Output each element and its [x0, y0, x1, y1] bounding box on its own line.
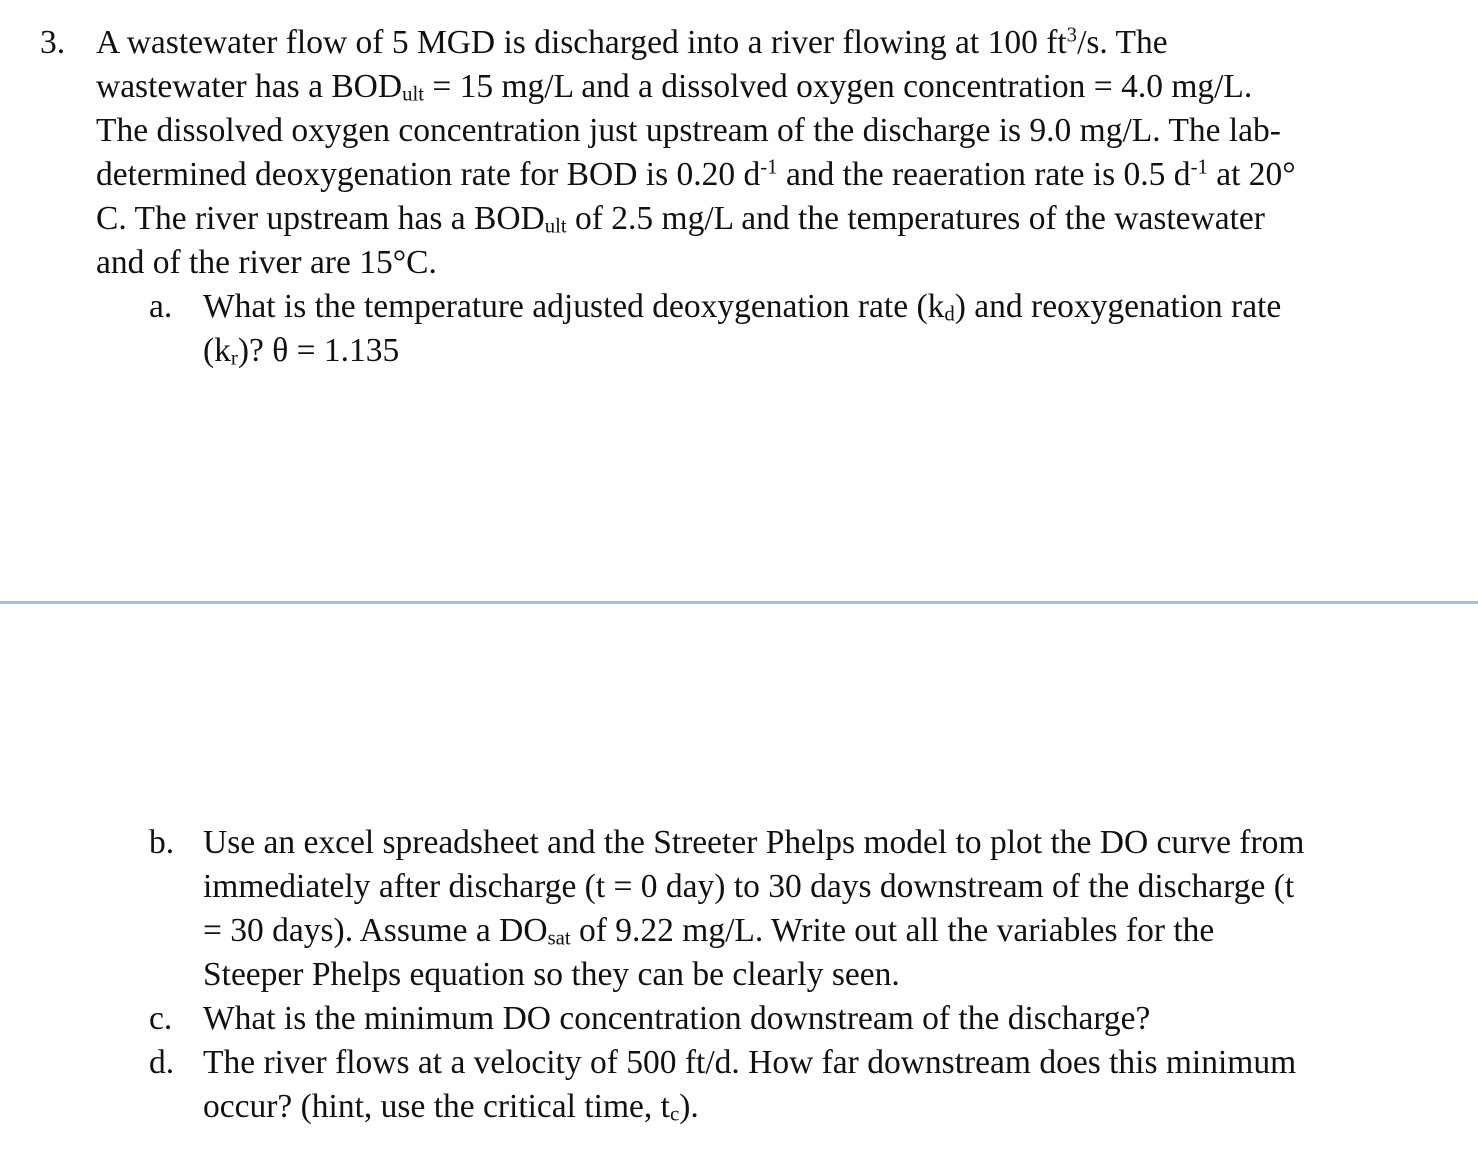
part-a-line-1: What is the temperature adjusted deoxygenation rate $(k_d)$ and reoxygenation rate [203, 288, 1282, 326]
part-b-line-1: Use an excel spreadsheet and the Streeter Phelps model to plot the DO curve from [203, 824, 1305, 861]
question-line-4: determined deoxygenation rate for BOD is 0.20 $d^{-1}$ and the reaeration rate is 0.5 $d^{-1}$ at 20° [96, 155, 1296, 193]
question-line-2: wastewater has a $BOD_{ult} = 15$ mg/L and a dissolved oxygen concentration = 4.0 mg/L. [96, 68, 1253, 106]
part-c-label: c. [149, 1000, 173, 1037]
question-number: 3. [40, 24, 66, 61]
part-a-line-2: $(k_r)$? θ = 1.135 [203, 332, 400, 370]
part-c-line-1: What is the minimum DO concentration downstream of the discharge? [203, 1000, 1151, 1037]
part-d-line-1: The river flows at a velocity of 500 ft/d. How far downstream does this minimum [203, 1044, 1297, 1081]
part-d-line-2: occur? (hint, use the critical time, $t_c$). [203, 1088, 699, 1126]
part-b-label: b. [149, 824, 175, 861]
part-d-label: d. [149, 1044, 175, 1081]
question-line-6: and of the river are 15°C. [96, 244, 437, 281]
part-a-label: a. [149, 288, 173, 325]
part-b-line-4: Steeper Phelps equation so they can be clearly seen. [203, 956, 900, 993]
part-b-line-3: = 30 days). Assume a $DO_{sat}$ of 9.22 mg/L. Write out all the variables for the [203, 912, 1215, 950]
part-b-line-2: immediately after discharge (t = 0 day) to 30 days downstream of the discharge (t [203, 868, 1295, 905]
question-line-5: C. The river upstream has a $BOD_{ult}$ of 2.5 mg/L and the temperatures of the wastewater [96, 200, 1265, 238]
question-line-1: A wastewater flow of 5 MGD is discharged into a river flowing at 100 $ft^3/s$. The [96, 23, 1168, 61]
section-divider [0, 601, 1478, 604]
question-line-3: The dissolved oxygen concentration just upstream of the discharge is 9.0 mg/L. The lab- [96, 112, 1281, 149]
